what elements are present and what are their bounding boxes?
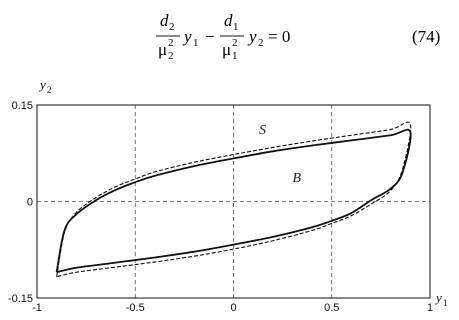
fraction-right-denominator-sub: 1 [232, 50, 238, 62]
x-tick-label: 1 [426, 302, 434, 314]
y-tick-label: 0 [26, 196, 33, 209]
y-tick-label: -0.15 [7, 293, 33, 305]
term-right-var-sub: 2 [258, 37, 264, 49]
curve-annotation-b: B [292, 171, 302, 187]
y-axis-label: y [40, 77, 46, 92]
x-axis-label: y [436, 290, 442, 305]
curve-annotation-s: S [259, 122, 267, 138]
fraction-right [220, 11, 244, 62]
equation-operator: − [205, 27, 215, 46]
fraction-right-numerator-sub: 1 [233, 21, 239, 33]
tick-layer [8, 100, 433, 314]
fraction-right-denominator-sup: 2 [232, 37, 238, 49]
term-right-var: y [249, 27, 257, 46]
phase-plot [0, 70, 459, 320]
fraction-left-denominator-sub: 2 [168, 50, 174, 62]
x-tick-label: -1 [32, 302, 42, 314]
term-left-var: y [184, 27, 192, 46]
fraction-left-numerator: d [160, 11, 169, 30]
fraction-left-numerator-sub: 2 [169, 21, 175, 33]
y-axis-label-sub: 2 [47, 85, 52, 95]
x-tick-label: 0.5 [324, 302, 340, 314]
equation-74 [0, 0, 459, 70]
fraction-right-numerator: d [224, 11, 233, 30]
term-left-var-sub: 1 [193, 37, 199, 49]
x-tick-label: 0 [230, 302, 237, 314]
y-tick-label: 0.15 [11, 100, 33, 112]
fraction-left-denominator-sup: 2 [168, 37, 174, 49]
equation-number: (74) [412, 27, 441, 46]
fraction-left-denominator: μ [158, 40, 168, 59]
equation-rhs: = 0 [268, 27, 291, 46]
fraction-left [156, 11, 180, 62]
x-tick-label: -0.5 [125, 302, 145, 314]
curve-solid [57, 130, 411, 273]
x-axis-label-sub: 1 [443, 298, 448, 308]
fraction-right-denominator: μ [222, 40, 232, 59]
